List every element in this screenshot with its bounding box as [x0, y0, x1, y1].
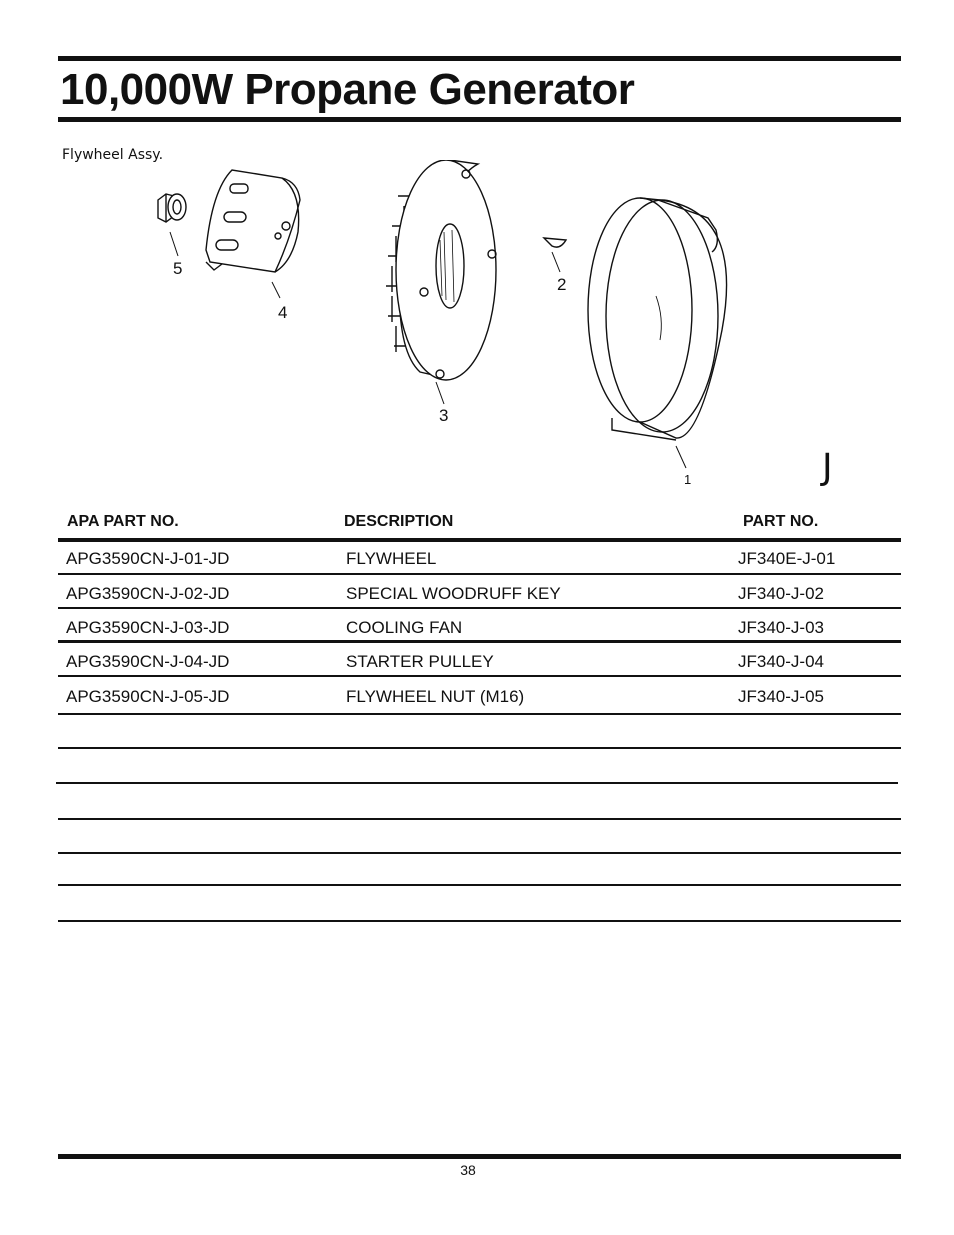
row-divider: [58, 573, 901, 575]
row-divider: [58, 713, 901, 715]
row-divider: [58, 884, 901, 886]
cooling-fan-drawing: [386, 160, 496, 404]
column-header-part-no: PART NO.: [743, 513, 819, 530]
table-row: [0, 652, 954, 672]
part-description: SPECIAL WOODRUFF KEY: [346, 584, 561, 603]
part-number: JF340E-J-01: [738, 549, 836, 568]
row-divider: [58, 675, 901, 677]
woodruff-key-drawing: [544, 238, 566, 272]
callout-3: 3: [439, 406, 449, 425]
row-divider: [58, 818, 901, 820]
row-divider: [58, 747, 901, 749]
callout-5: 5: [173, 259, 183, 278]
starter-pulley-drawing: [206, 170, 300, 298]
row-divider: [56, 782, 898, 784]
page-number: 38: [460, 1162, 476, 1178]
diagram-caption: Flywheel Assy.: [62, 147, 164, 163]
header-top-rule: [58, 56, 901, 61]
row-divider: [58, 607, 901, 609]
callout-1: 1: [684, 472, 692, 487]
callout-4: 4: [278, 303, 288, 322]
part-description: FLYWHEEL NUT (M16): [346, 687, 525, 706]
part-description: COOLING FAN: [346, 618, 463, 637]
flywheel-drawing: [588, 198, 727, 468]
part-number: JF340-J-02: [738, 584, 824, 603]
table-row: [0, 687, 954, 707]
part-number: JF340-J-05: [738, 687, 824, 706]
flywheel-nut-drawing: [158, 194, 186, 256]
apa-part-number: APG3590CN-J-04-JD: [66, 652, 230, 671]
apa-part-number: APG3590CN-J-02-JD: [66, 584, 230, 603]
apa-part-number: APG3590CN-J-01-JD: [66, 549, 230, 568]
table-header-rule: [58, 538, 901, 542]
row-divider: [58, 640, 901, 643]
callout-2: 2: [557, 275, 567, 294]
table-row: [0, 618, 954, 638]
flywheel-assembly-diagram: [140, 160, 760, 490]
apa-part-number: APG3590CN-J-05-JD: [66, 687, 230, 706]
column-header-description: DESCRIPTION: [344, 513, 454, 530]
apa-part-number: APG3590CN-J-03-JD: [66, 618, 230, 637]
row-divider: [58, 852, 901, 854]
part-number: JF340-J-03: [738, 618, 824, 637]
page-title: 10,000W Propane Generator: [60, 65, 635, 114]
table-row: [0, 549, 954, 569]
column-header-apa-part-no: APA PART NO.: [67, 513, 179, 530]
part-description: FLYWHEEL: [346, 549, 437, 568]
header-bottom-rule: [58, 117, 901, 122]
section-letter: J: [822, 447, 833, 488]
part-number: JF340-J-04: [738, 652, 824, 671]
table-row: [0, 584, 954, 604]
row-divider: [58, 920, 901, 922]
footer-rule: [58, 1154, 901, 1159]
part-description: STARTER PULLEY: [346, 652, 494, 671]
